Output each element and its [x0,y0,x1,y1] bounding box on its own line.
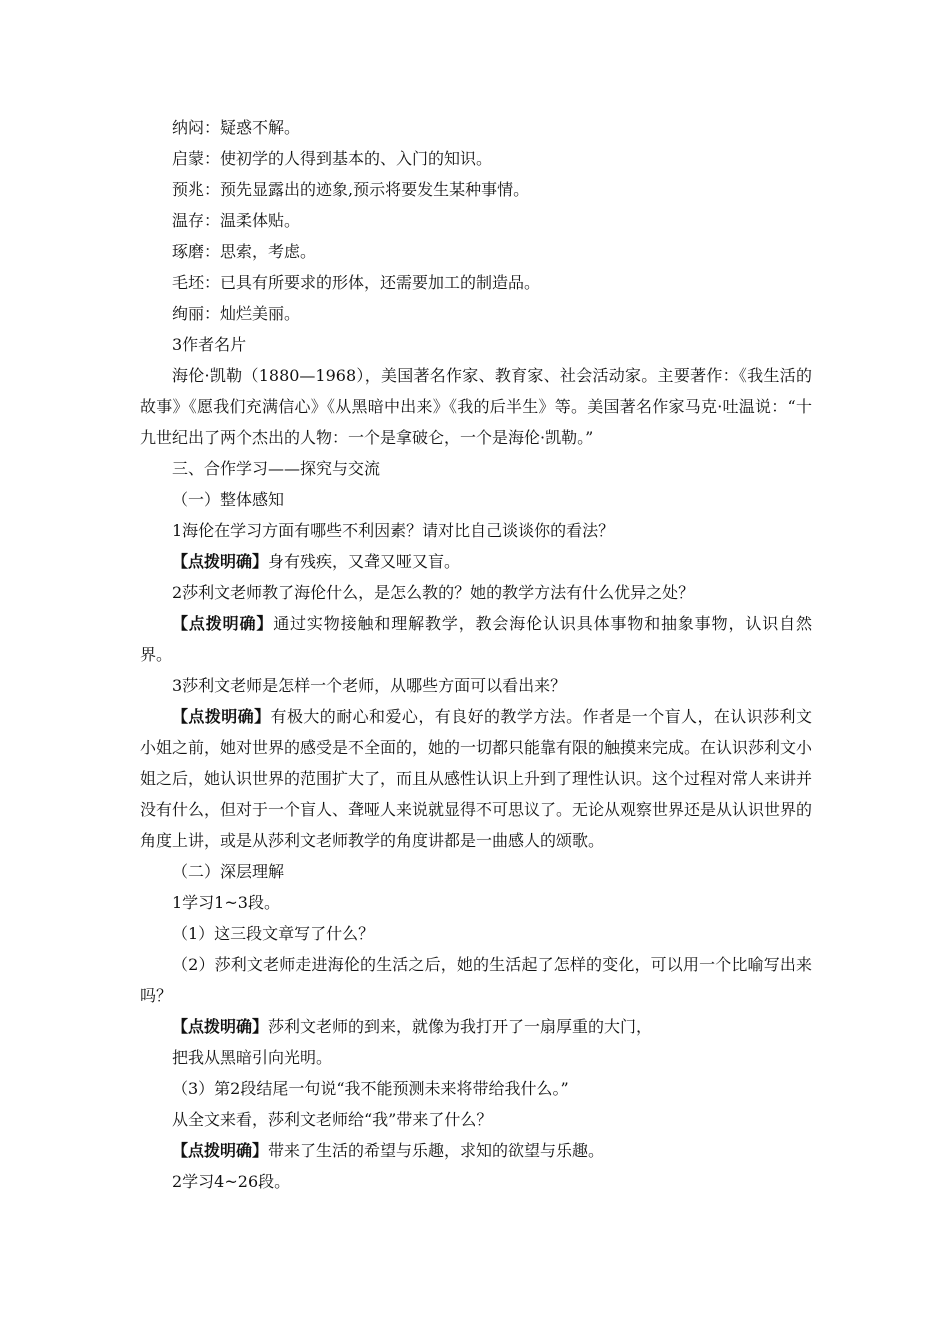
question-line: 2莎利文老师教了海伦什么，是怎么教的？她的教学方法有什么优异之处？ [172,583,695,602]
answer-line [140,546,812,577]
section-heading: 三、合作学习——探究与交流 [172,459,381,478]
question-line: 从全文来看，莎利文老师给“我”带来了什么？ [172,1110,493,1129]
subsection-heading: （二）深层理解 [172,862,285,881]
question-line: （1）这三段文章写了什么？ [172,924,375,943]
definition-line: 预兆：预先显露出的迹象,预示将要发生某种事情。 [172,180,530,199]
definition-line: 温存：温柔体贴。 [172,211,301,230]
definition-line: 毛坯：已具有所要求的形体，还需要加工的制造品。 [172,273,541,292]
answer-tag: 【点拨明确】 [172,552,269,571]
answer-text: 有极大的耐心和爱心，有良好的教学方法。作者是一个盲人，在认识莎利文小姐之前，她对世界的感受是不全面的，她的一切都只能靠有限的触摸来完成。在认识莎利文小姐之后，她认识世界的范围扩大了，而且从感性认识上升到了理性认识。这个过程对常人来讲并没有什么，但对于一个盲人、聋哑人来说就显得不可思议了。无论从观察世界还是从认识世界的角度上讲，或是从莎利文老师教学的角度讲都是一曲感人的颂歌。 [140,707,813,850]
answer-line [140,608,812,670]
study-item: 2学习4~26段。 [172,1172,291,1191]
answer-continuation: 把我从黑暗引向光明。 [172,1048,333,1067]
document-body [140,112,812,1197]
answer-line [140,701,812,856]
definition-line: 启蒙：使初学的人得到基本的、入门的知识。 [172,149,493,168]
author-bio-paragraph: 海伦·凯勒（1880—1968），美国著名作家、教育家、社会活动家。主要著作：《我生活的故事》《愿我们充满信心》《从黑暗中出来》《我的后半生》等。美国著名作家马克·吐温说：“十九世纪出了两个杰出的人物：一个是拿破仑，一个是海伦·凯勒。” [140,366,812,447]
answer-tag: 【点拨明确】 [172,707,271,726]
answer-line [140,1135,812,1166]
subsection-heading: （一）整体感知 [172,490,285,509]
answer-tag: 【点拨明确】 [172,1141,269,1160]
question-line: 1海伦在学习方面有哪些不利因素？请对比自己谈谈你的看法？ [172,521,615,540]
definition-line: 绚丽：灿烂美丽。 [172,304,301,323]
question-line: （3）第2段结尾一句说“我不能预测未来将带给我什么。” [172,1079,569,1098]
definition-line: 琢磨：思索，考虑。 [172,242,317,261]
study-item: 1学习1~3段。 [172,893,280,912]
answer-text: 身有残疾，又聋又哑又盲。 [268,552,461,571]
section-heading: 3作者名片 [172,335,247,354]
answer-tag: 【点拨明确】 [172,1017,269,1036]
answer-text: 带来了生活的希望与乐趣，求知的欲望与乐趣。 [268,1141,605,1160]
question-line: 3莎利文老师是怎样一个老师，从哪些方面可以看出来？ [172,676,567,695]
answer-text: 莎利文老师的到来，就像为我打开了一扇厚重的大门， [268,1017,653,1036]
answer-line [140,1011,812,1042]
definition-line: 纳闷：疑惑不解。 [172,118,301,137]
answer-text: 通过实物接触和理解教学，教会海伦认识具体事物和抽象事物，认识自然界。 [140,614,812,664]
answer-tag: 【点拨明确】 [172,614,274,633]
question-line: （2）莎利文老师走进海伦的生活之后，她的生活起了怎样的变化，可以用一个比喻写出来吗？ [140,955,812,1005]
